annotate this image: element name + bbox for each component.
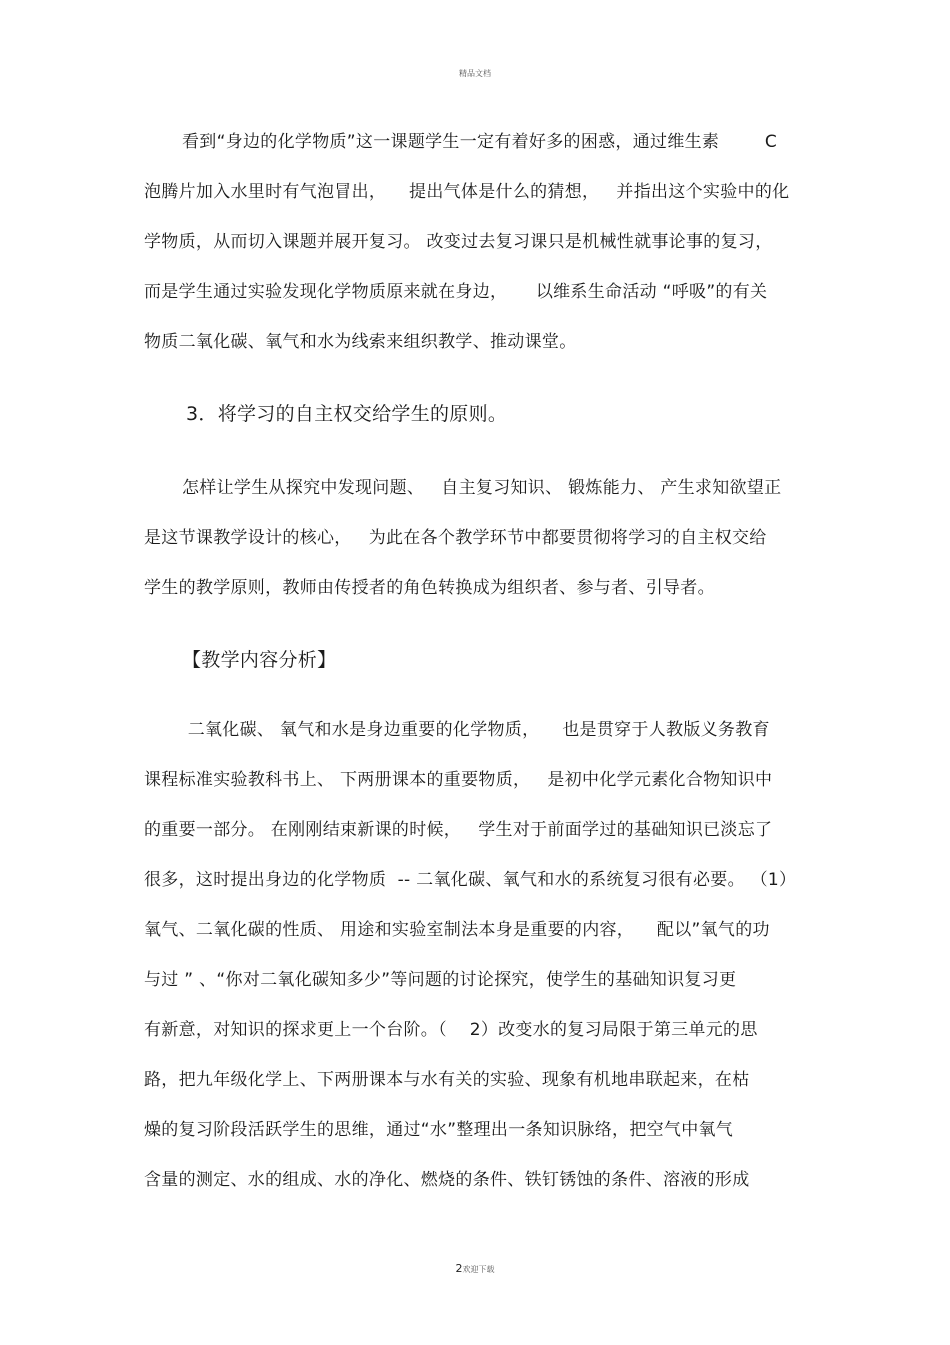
paragraph-line: 学生的教学原则，教师由传授者的角色转换成为组织者、参与者、引导者。: [144, 578, 715, 598]
section-heading: 【教学内容分析】: [182, 649, 337, 671]
paragraph-line: 学物质，从而切入课题并展开复习。 改变过去复习课只是机械性就事论事的复习，: [144, 232, 773, 252]
paragraph-line: 很多，这时提出身边的化学物质 -- 二氧化碳、氧气和水的系统复习很有必要。 （1）: [144, 870, 797, 890]
paragraph-line: 而是学生通过实验发现化学物质原来就在身边， 以维系生命活动 “呼吸”的有关: [144, 282, 768, 302]
footer-text: 欢迎下载: [462, 1265, 495, 1274]
paragraph-line: 怎样让学生从探究中发现问题、 自主复习知识、 锻炼能力、 产生求知欲望正: [182, 478, 782, 498]
paragraph-line: 的重要一部分。 在刚刚结束新课的时候， 学生对于前面学过的基础知识已淡忘了: [144, 820, 773, 840]
section-heading: 3．将学习的自主权交给学生的原则。: [186, 403, 508, 425]
paragraph-line: 物质二氧化碳、氧气和水为线索来组织教学、推动课堂。: [144, 332, 577, 352]
paragraph-line: 有新意，对知识的探求更上一个台阶。（ 2）改变水的复习局限于第三单元的思: [144, 1020, 758, 1040]
paragraph-line: 是这节课教学设计的核心， 为此在各个教学环节中都要贯彻将学习的自主权交给: [144, 528, 767, 548]
paragraph-line: 含量的测定、水的组成、水的净化、燃烧的条件、铁钉锈蚀的条件、溶液的形成: [144, 1170, 750, 1190]
paragraph-line: 路，把九年级化学上、下两册课本与水有关的实验、现象有机地串联起来，在枯: [144, 1070, 750, 1090]
paragraph-line: 泡腾片加入水里时有气泡冒出， 提出气体是什么的猜想， 并指出这个实验中的化: [144, 182, 790, 202]
paragraph-line: 看到“身边的化学物质”这一课题学生一定有着好多的困惑，通过维生素 C: [182, 132, 778, 152]
paragraph-line: 燥的复习阶段活跃学生的思维，通过“水”整理出一条知识脉络，把空气中氧气: [144, 1120, 734, 1140]
page-footer: [0, 1262, 950, 1275]
paragraph-line: 与过 ” 、“你对二氧化碳知多少”等问题的讨论探究，使学生的基础知识复习更: [144, 970, 737, 990]
page-number: 2: [455, 1262, 463, 1275]
paragraph-line: 课程标准实验教科书上、 下两册课本的重要物质， 是初中化学元素化合物知识中: [144, 770, 773, 790]
paragraph-line: 氧气、二氧化碳的性质、 用途和实验室制法本身是重要的内容， 配以”氧气的功: [144, 920, 770, 940]
paragraph-line: 二氧化碳、 氧气和水是身边重要的化学物质， 也是贯穿于人教版义务教育: [182, 720, 770, 740]
page-header: 精品文档: [459, 69, 491, 78]
